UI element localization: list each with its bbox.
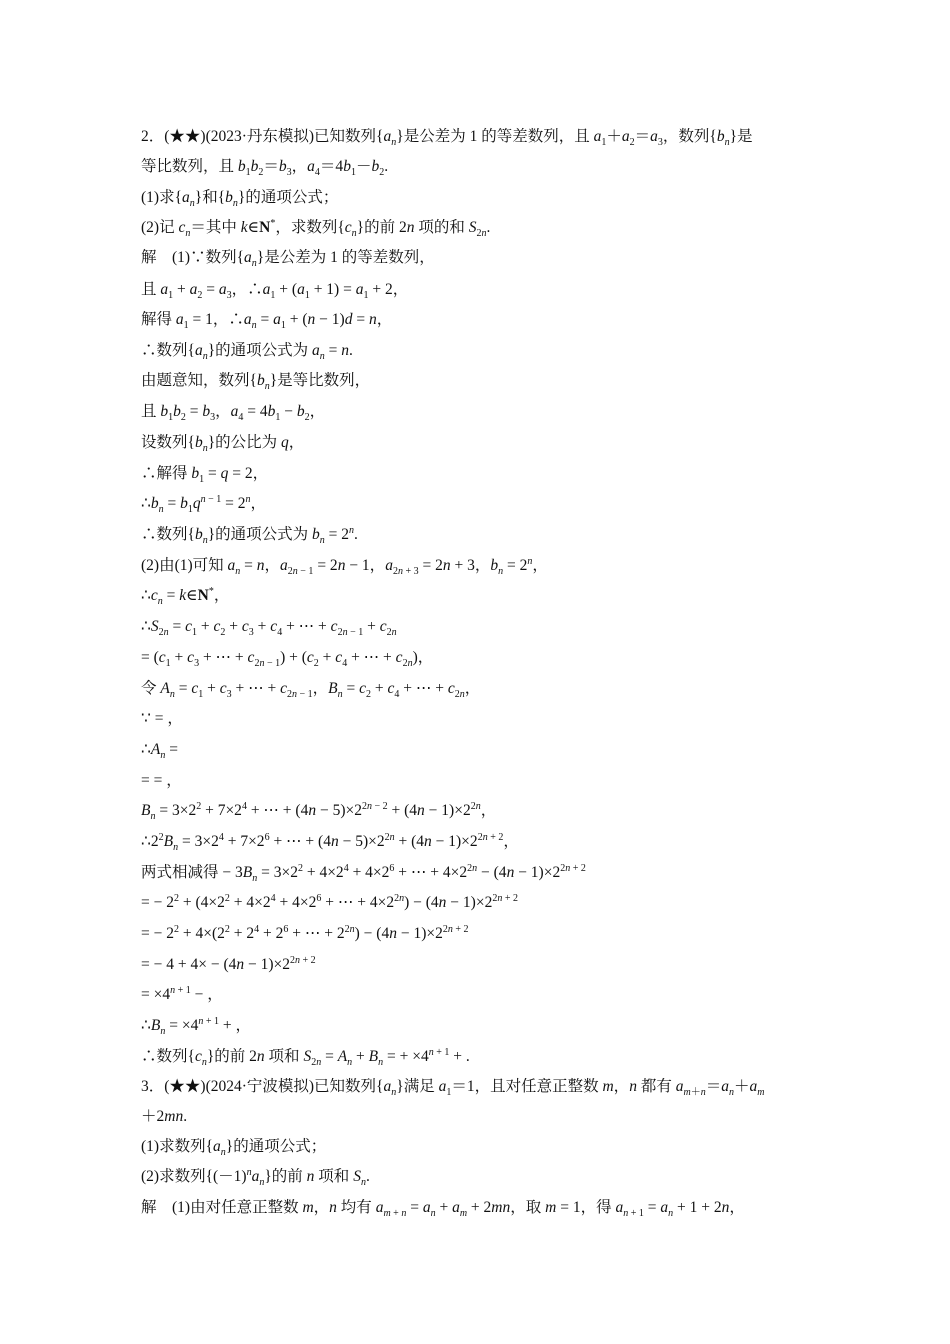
problem3-stem-line1: 3．(★★)(2024·宁波模拟)已知数列$\{a_n\}$满足 $a_1=1$，且对任意正整数 m，n 都有 $a_{m+n}=a_n+a_m$ bbox=[141, 1078, 765, 1099]
solution2-line: 且 $b_1b_2 = b_3$，$a_4 = 4b_1 - b_2$， bbox=[141, 403, 326, 424]
solution2-line: $\therefore S_{2n} = c_1 + c_2 + c_3 + c_4$ + ⋯ + $c_{2n - 1} + c_{2n}$ bbox=[141, 618, 397, 639]
solution2-line: 解得 $a_1 = 1$，$\therefore a_n = a_1 + (n - 1)d = n$， bbox=[141, 311, 393, 332]
solution2-line: = − $2^2 + 4\times(2^2 + 2^4 + 2^6$ + ⋯ + $2^{2n}) - (4n - 1)\times 2^{2n + 2}$ bbox=[141, 923, 469, 942]
solution2-line: ∴数列$\{c_n\}$的前 2n 项和 $S_{2n} = A_n + B_n$ = + $\times 4^{n + 1}$ + . bbox=[141, 1046, 470, 1069]
problem2-stem-line1: 2．(★★)(2023·丹东模拟)已知数列$\{a_n\}$是公差为 1 的等差数列，且 $a_1+a_2=a_3$，数列$\{b_n\}$是 bbox=[141, 128, 753, 149]
solution2-line: = = ， bbox=[141, 772, 182, 789]
problem3-stem-line2: ＋2mn. bbox=[141, 1108, 188, 1125]
solution2-line: 由题意知，数列$\{b_n\}$是等比数列， bbox=[141, 372, 371, 393]
problem3-question1: (1)求数列$\{a_n\}$的通项公式； bbox=[141, 1138, 327, 1159]
solution2-line: $B_n = 3\times 2^2 + 7\times 2^4$ + ⋯ + $(4n - 5)\times 2^{2n - 2} + (4n - 1)\times 2^{2n}$， bbox=[141, 800, 497, 823]
solution2-line: 令 $A_n = c_1 + c_3$ + ⋯ + $c_{2n - 1}$，$B_n = c_2 + c_4$ + ⋯ + $c_{2n}$， bbox=[141, 680, 481, 701]
problem2-question1: (1)求$\{a_n\}$和$\{b_n\}$的通项公式； bbox=[141, 189, 339, 210]
solution2-line: ∵ = ， bbox=[141, 710, 183, 727]
solution2-line: ∴解得 $b_1 = q = 2$， bbox=[141, 465, 269, 486]
solution2-line: $\therefore c_n$ = k∈N*， bbox=[141, 585, 230, 608]
solution2-line: $\therefore b_n = b_1q^{n - 1} = 2^n$， bbox=[141, 493, 267, 516]
solution2-line: = − $2^2 + (4\times 2^2 + 4\times 2^4 + 4\times 2^6$ + ⋯ + $4\times 2^{2n}) - (4n - 1)\times 2^{2n + 2}$ bbox=[141, 892, 518, 911]
problem2-stem-line2: 等比数列，且 $b_1b_2=b_3$，$a_4=4b_1-b_2$. bbox=[141, 158, 389, 179]
problem3-question2: (2)求数列$\{(-1)^na_n\}$的前 n 项和 $S_n$. bbox=[141, 1166, 370, 1189]
solution2-line: 设数列$\{b_n\}$的公比为 q， bbox=[141, 434, 305, 455]
solution2-line: 两式相减得 − $3B_n = 3\times 2^2 + 4\times 2^4 + 4\times 2^6$ + ⋯ + $4\times 2^{2n} - (4n - 1)\times 2^{2n + 2}$ bbox=[141, 862, 586, 885]
problem2-question2: (2)记 $c_n=$其中 k∈N*，求数列$\{c_n\}$的前 2n 项的和 $S_{2n}$. bbox=[141, 217, 491, 240]
solution2-line: = − $4 + 4\times - (4n - 1)\times 2^{2n + 2}$ bbox=[141, 954, 316, 973]
solution2-line: (2)由(1)可知 $a_n = n$，$a_{2n - 1} = 2n - 1$，$a_{2n + 3} = 2n + 3$，$b_n = 2^n$， bbox=[141, 555, 548, 578]
solution3-line: 解 (1)由对任意正整数 m，n 均有 $a_{m + n} = a_n + a_m + 2mn$，取 m = 1，得 $a_{n + 1} = a_n + 1 + 2n$， bbox=[141, 1199, 745, 1220]
solution2-line: ∴数列$\{a_n\}$的通项公式为 $a_n = n$. bbox=[141, 342, 353, 363]
solution2-line: = $\times 4^{n + 1}$ − ， bbox=[141, 984, 223, 1003]
solution2-line: $\therefore 2^2B_n = 3\times 2^4 + 7\times 2^6$ + ⋯ + $(4n - 5)\times 2^{2n} + (4n - 1)\times 2^{2n + 2}$， bbox=[141, 831, 519, 854]
solution2-line: 解 (1)∵数列$\{a_n\}$是公差为 1 的等差数列， bbox=[141, 249, 435, 270]
solution2-line: $\therefore A_n$ = bbox=[141, 741, 178, 762]
solution2-line: $\therefore B_n = \times 4^{n + 1}$ + ， bbox=[141, 1015, 251, 1038]
solution2-line: 且 $a_1 + a_2 = a_3$，$\therefore a_1 + (a_1 + 1) = a_1 + 2$， bbox=[141, 281, 409, 302]
solution2-line: ∴数列$\{b_n\}$的通项公式为 $b_n = 2^n$. bbox=[141, 524, 358, 547]
solution2-line: = ($c_1 + c_3$ + ⋯ + $c_{2n - 1}) + (c_2 + c_4$ + ⋯ + $c_{2n}$)， bbox=[141, 649, 434, 670]
